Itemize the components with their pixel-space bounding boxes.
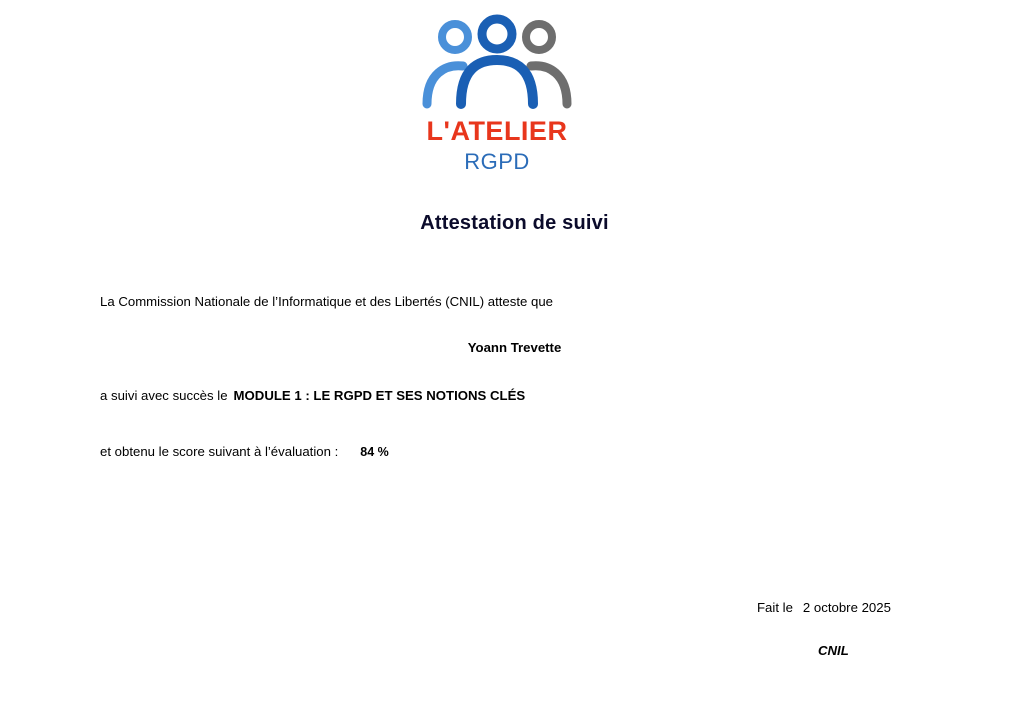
date-value: 2 octobre 2025 [802,600,891,615]
score-line [100,444,389,459]
people-group-icon [411,12,583,112]
date-label: Fait le [757,600,793,615]
module-lead-text: a suivi avec succès le [100,388,228,403]
recipient-name: Yoann Trevette [467,340,562,355]
attestation-statement: La Commission Nationale de l’Informatique et des Libertés (CNIL) atteste que [100,294,553,309]
module-title: MODULE 1 : LE RGPD ET SES NOTIONS CLÉS [233,388,526,403]
page-title: Attestation de suivi [420,212,609,234]
module-line [100,388,525,403]
score-lead-text: et obtenu le score suivant à l’évaluation : [100,444,339,459]
logo-subtitle: RGPD [464,149,530,174]
logo-title: L'ATELIER [426,116,568,146]
issue-date [757,600,891,615]
score-value: 84 % [360,445,389,459]
atelier-rgpd-logo [411,12,583,194]
signature-cnil: CNIL [818,643,849,658]
